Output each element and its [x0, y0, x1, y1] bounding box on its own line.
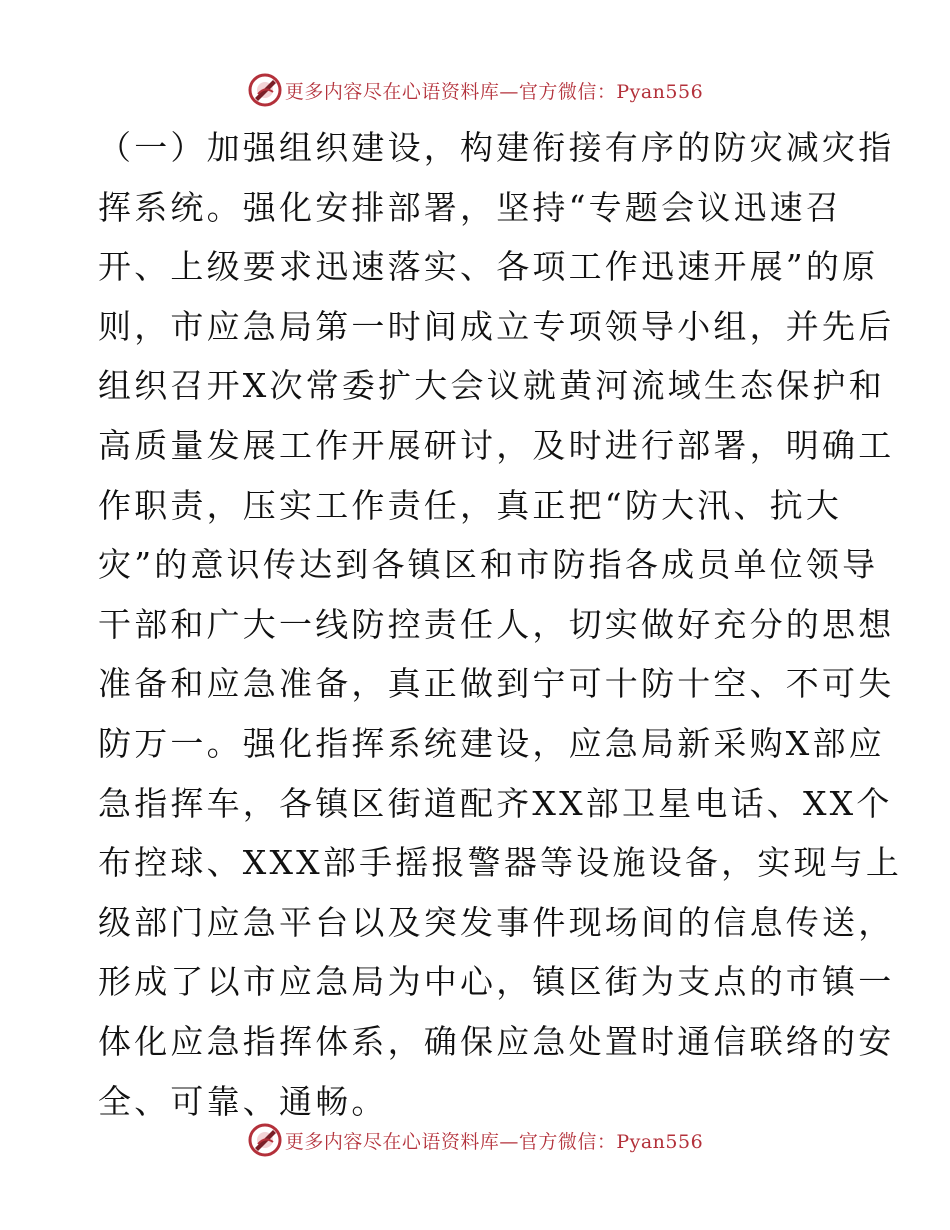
paragraph-line: 灾”的意识传达到各镇区和市防指各成员单位领导 [98, 545, 879, 585]
brand-logo-icon [247, 72, 283, 108]
paragraph-line: 全、可靠、通畅。 [98, 1081, 388, 1121]
paragraph-line: 则，市应急局第一时间成立专项领导小组，并先后 [98, 306, 895, 346]
paragraph-line: 组织召开X次常委扩大会议就黄河流域生态保护和 [98, 366, 885, 406]
header-watermark-banner [0, 70, 950, 110]
brand-logo-icon [247, 1122, 283, 1158]
paragraph-line: 干部和广大一线防控责任人，切实做好充分的思想 [98, 604, 895, 644]
footer-watermark-banner [0, 1120, 950, 1160]
paragraph-line: 级部门应急平台以及突发事件现场间的信息传送， [98, 902, 895, 942]
paragraph-line: 开、上级要求迅速落实、各项工作迅速开展”的原 [98, 247, 879, 287]
paragraph-line: 挥系统。强化安排部署，坚持“专题会议迅速召 [98, 187, 843, 227]
paragraph-line: 高质量发展工作开展研讨，及时进行部署，明确工 [98, 425, 895, 465]
paragraph-line: 形成了以市应急局为中心，镇区街为支点的市镇一 [98, 962, 895, 1002]
paragraph-line: 体化应急指挥体系，确保应急处置时通信联络的安 [98, 1021, 895, 1061]
paragraph-line: 作职责，压实工作责任，真正把“防大汛、抗大 [98, 485, 843, 525]
paragraph-line: 布控球、XXX部手摇报警器等设施设备，实现与上 [98, 843, 903, 883]
paragraph-line: 防万一。强化指挥系统建设，应急局新采购X部应 [98, 723, 885, 763]
paragraph-line: （一）加强组织建设，构建衔接有序的防灾减灾指 [98, 128, 895, 167]
watermark-text: 更多内容尽在心语资料库—官方微信：Pyan556 [284, 80, 704, 103]
paragraph-line: 准备和应急准备，真正做到宁可十防十空、不可失 [98, 664, 895, 704]
document-body [98, 118, 903, 1131]
paragraph-line: 急指挥车，各镇区街道配齐XX部卫星电话、XX个 [98, 783, 893, 823]
watermark-text: 更多内容尽在心语资料库—官方微信：Pyan556 [284, 1130, 704, 1153]
